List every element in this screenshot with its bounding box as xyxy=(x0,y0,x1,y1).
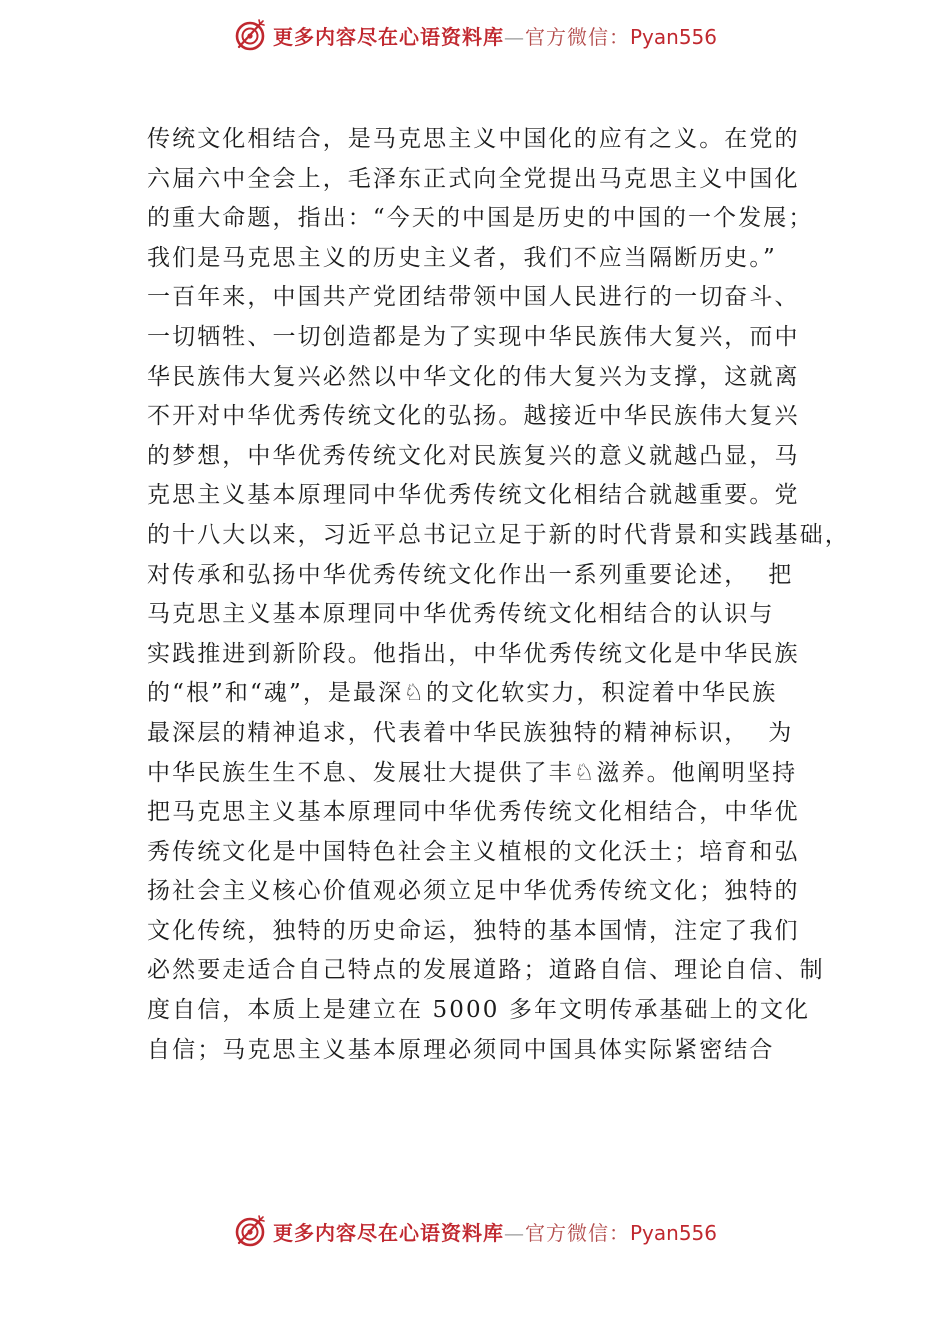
banner-text xyxy=(273,21,717,50)
text-line: 实践推进到新阶段。他指出，中华优秀传统文化是中华民族 xyxy=(147,640,800,667)
text-line: 我们是马克思主义的历史主义者，我们不应当隔断历史。” xyxy=(147,244,777,271)
text-line: 自信；马克思主义基本原理必须同中国具体实际紧密结合 xyxy=(147,1036,775,1063)
banner-dash: — xyxy=(503,24,525,49)
text-line: 扬社会主义核心价值观必须立足中华优秀传统文化；独特的 xyxy=(147,878,800,905)
footer-banner xyxy=(0,1211,950,1251)
banner-wechat-label: 官方微信： xyxy=(524,24,630,49)
banner-wechat-id: Pyan556 xyxy=(629,24,717,49)
banner-main-text: 更多内容尽在心语资料库 xyxy=(272,1220,504,1245)
text-line: 的“根”和“魂”，是最深♘的文化软实力，积淀着中华民族 xyxy=(147,680,778,707)
text-line: 最深层的精神追求，代表着中华民族独特的精神标识， 为 xyxy=(147,719,794,746)
text-line: 把马克思主义基本原理同中华优秀传统文化相结合，中华优 xyxy=(147,799,800,826)
header-banner xyxy=(0,15,950,55)
banner-dash: — xyxy=(503,1220,525,1245)
text-line: 对传承和弘扬中华优秀传统文化作出一系列重要论述， 把 xyxy=(147,561,794,588)
text-line: 马克思主义基本原理同中华优秀传统文化相结合的认识与 xyxy=(147,601,775,628)
banner-wechat-id: Pyan556 xyxy=(629,1220,717,1245)
text-line: 的重大命题，指出：“今天的中国是历史的中国的一个发展； xyxy=(147,205,814,232)
text-line: 六届六中全会上，毛泽东正式向全党提出马克思主义中国化 xyxy=(147,165,800,192)
text-line: 克思主义基本原理同中华优秀传统文化相结合就越重要。党 xyxy=(147,482,800,509)
banner-text xyxy=(273,1217,717,1246)
text-line: 华民族伟大复兴必然以中华文化的伟大复兴为支撑，这就离 xyxy=(147,363,800,390)
brand-logo-icon xyxy=(233,18,267,52)
text-line: 秀传统文化是中国特色社会主义植根的文化沃土；培育和弘 xyxy=(147,838,800,865)
text-line: 不开对中华优秀传统文化的弘扬。越接近中华民族伟大复兴 xyxy=(147,403,800,430)
banner-wechat-label: 官方微信： xyxy=(524,1220,630,1245)
document-body xyxy=(147,120,850,1070)
brand-logo-icon xyxy=(233,1214,267,1248)
text-line: 中华民族生生不息、发展壮大提供了丰♘滋养。他阐明坚持 xyxy=(147,759,798,786)
text-line: 一切牺牲、一切创造都是为了实现中华民族伟大复兴，而中 xyxy=(147,323,800,350)
banner-main-text: 更多内容尽在心语资料库 xyxy=(272,24,504,49)
text-line: 度自信，本质上是建立在 5000 多年文明传承基础上的文化 xyxy=(147,997,811,1024)
text-line: 文化传统，独特的历史命运，独特的基本国情，注定了我们 xyxy=(147,917,800,944)
text-line: 的十八大以来，习近平总书记立足于新的时代背景和实践基础， xyxy=(147,521,850,548)
text-line: 传统文化相结合，是马克思主义中国化的应有之义。在党的 xyxy=(147,126,800,152)
text-line: 必然要走适合自己特点的发展道路；道路自信、理论自信、制 xyxy=(147,957,825,984)
text-line: 一百年来，中国共产党团结带领中国人民进行的一切奋斗、 xyxy=(147,284,800,311)
text-line: 的梦想，中华优秀传统文化对民族复兴的意义就越凸显，马 xyxy=(147,442,800,469)
